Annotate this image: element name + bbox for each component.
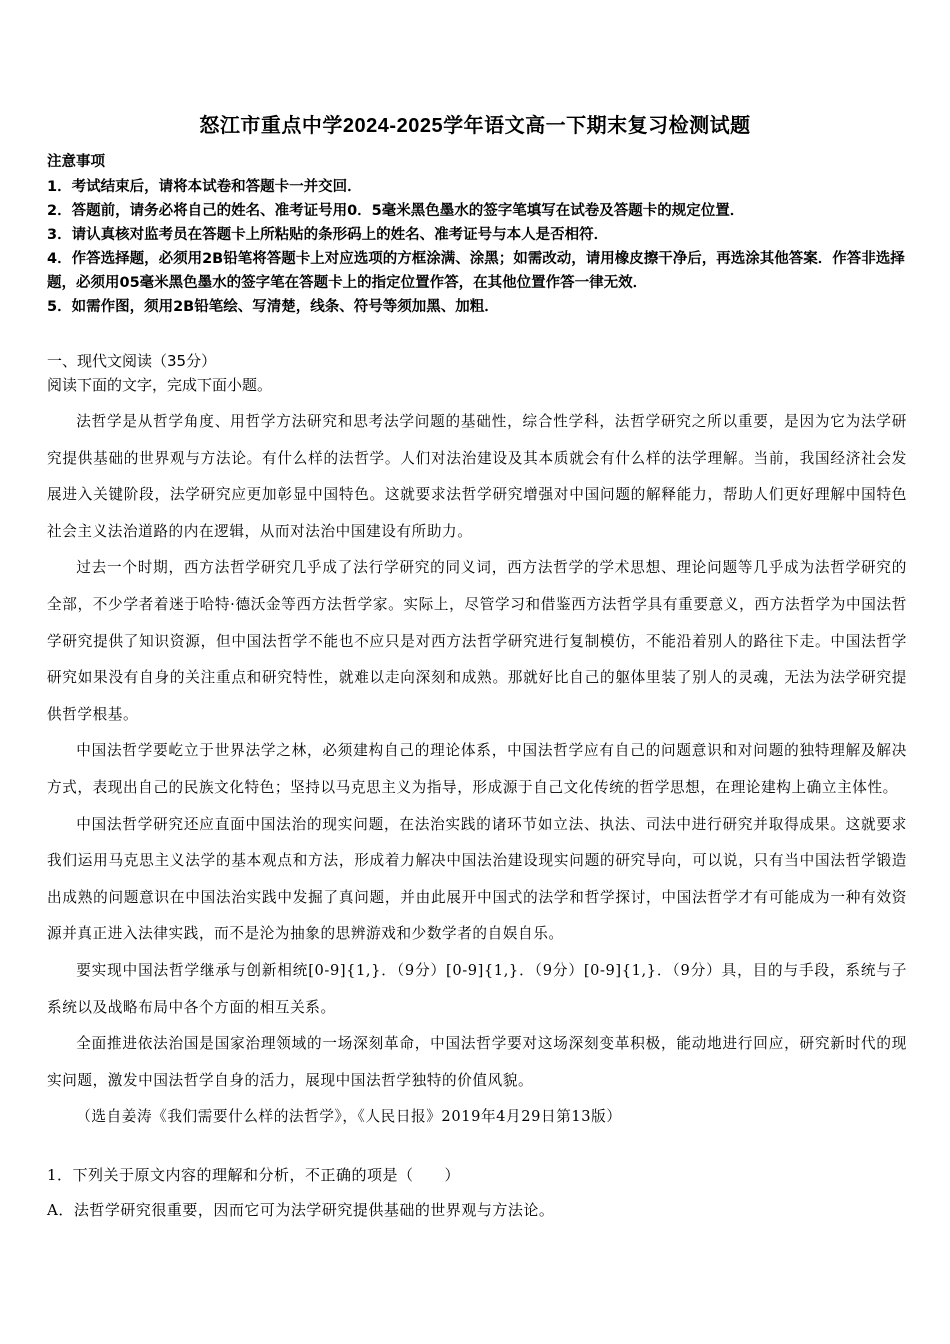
passage-paragraph: 过去一个时期，西方法哲学研究几乎成了法行学研究的同义词，西方法哲学的学术思想、理论问题等几乎成为法哲学研究的全部，不少学者着迷于哈特·德沃金等西方法哲学家。实际上，尽管学习和借鉴西方法哲学具有重要意义，西方法哲学为中国法哲学研究提供了知识资源，但中国法哲学不能也不应只是对西方法哲学研究进行复制模仿，不能沿着别人的路往下走。中国法哲学研究如果没有自身的关注重点和研究特性，就难以走向深刻和成熟。那就好比自己的躯体里装了别人的灵魂，无法为法学研究提供哲学根基。 (47, 559, 907, 723)
passage-paragraph: 中国法哲学要屹立于世界法学之林，必须建构自己的理论体系，中国法哲学应有自己的问题意识和对问题的独特理解及解决方式，表现出自己的民族文化特色；坚持以马克思主义为指导，形成源于自己文化传统的哲学思想，在理论建构上确立主体性。 (47, 742, 907, 796)
question-stem: 1．下列关于原文内容的理解和分析，不正确的项是（ ） (47, 1166, 461, 1184)
passage-paragraph: 法哲学是从哲学角度、用哲学方法研究和思考法学问题的基础性，综合性学科，法哲学研究之所以重要，是因为它为法学研究提供基础的世界观与方法论。有什么样的法哲学。人们对法治建设及其本质就会有什么样的法学理解。当前，我国经济社会发展进入关键阶段，法学研究应更加彰显中国特色。这就要求法哲学研究增强对中国问题的解释能力，帮助人们更好理解中国特色社会主义法治道路的内在逻辑，从而对法治中国建设有所助力。 (47, 413, 907, 540)
exam-title: 怒江市重点中学2024-2025学年语文高一下期末复习检测试题 (199, 115, 751, 137)
reading-passage (47, 404, 907, 1136)
passage-paragraph: 要实现中国法哲学继承与创新相统[0-9]{1,}．（9分）[0-9]{1,}．（9分）[0-9]{1,}．（9分）具，目的与手段，系统与子系统以及战略布局中各个方面的相互关系。 (47, 961, 907, 1016)
section-header (47, 349, 907, 397)
section-heading: 一、现代文阅读（35分） (47, 352, 217, 370)
notice-item: 4．作答选择题，必须用2B铅笔将答题卡上对应选项的方框涂满、涂黑；如需改动，请用橡皮擦干净后，再选涂其他答案．作答非选择题，必须用05毫米黑色墨水的签字笔在答题卡上的指定位置作答，在其他位置作答一律无效． (47, 251, 905, 291)
notice-heading: 注意事项 (47, 154, 105, 170)
notice-item: 2．答题前，请务必将自己的姓名、准考证号用0．5毫米黑色墨水的签字笔填写在试卷及答题卡的规定位置． (47, 203, 745, 219)
notice-item: 5．如需作图，须用2B铅笔绘、写清楚，线条、符号等须加黑、加粗． (47, 299, 499, 315)
notice-item: 1．考试结束后，请将本试卷和答题卡一并交回． (47, 179, 362, 195)
notice-item: 3．请认真核对监考员在答题卡上所粘贴的条形码上的姓名、准考证号与本人是否相符． (47, 227, 609, 243)
passage-paragraph: 全面推进依法治国是国家治理领域的一场深刻革命，中国法哲学要对这场深刻变革积极，能动地进行回应，研究新时代的现实问题，激发中国法哲学自身的活力，展现中国法哲学独特的价值风貌。 (47, 1035, 907, 1089)
passage-source: （选自姜涛《我们需要什么样的法哲学》，《人民日报》2019年4月29日第13版） (76, 1108, 622, 1126)
section-instruction: 阅读下面的文字，完成下面小题。 (47, 376, 273, 394)
question-option-a: A．法哲学研究很重要，因而它可为法学研究提供基础的世界观与方法论。 (47, 1201, 555, 1219)
passage-paragraph: 中国法哲学研究还应直面中国法治的现实问题，在法治实践的诸环节如立法、执法、司法中进行研究并取得成果。这就要求我们运用马克思主义法学的基本观点和方法，形成着力解决中国法治建设现实问题的研究导向，可以说，只有当中国法哲学锻造出成熟的问题意识在中国法治实践中发掘了真问题，并由此展开中国式的法学和哲学探讨，中国法哲学才有可能成为一种有效资源并真正进入法律实践，而不是沦为抽象的思辨游戏和少数学者的自娱自乐。 (47, 815, 907, 943)
notice-block (47, 151, 907, 319)
